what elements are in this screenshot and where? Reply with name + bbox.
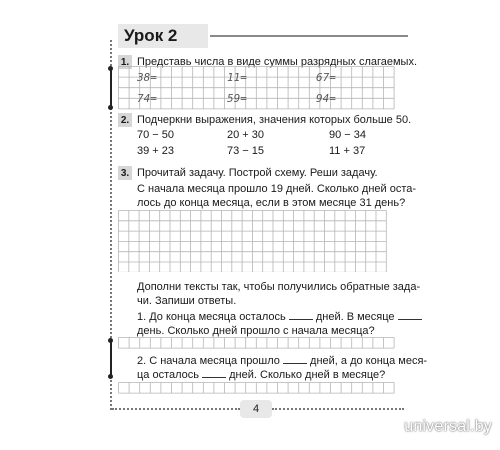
extra-problem-1-line-1 [137, 310, 422, 324]
task-3-number: 3. [118, 166, 132, 180]
extra-p2-part-a: 2. С начала месяца прошло [137, 355, 280, 367]
extra-p2-part-c: ца осталось [137, 369, 200, 381]
task-3-problem-line-2: лось до конца месяца, если в этом месяце 31 день? [137, 197, 406, 209]
task-1-item-11: 11= [227, 71, 247, 84]
extra-p2-blank-1[interactable] [283, 354, 307, 364]
expression-2: 20 + 30 [227, 129, 265, 141]
extra-p2-part-d: дней. Сколько дней в месяце? [229, 369, 386, 381]
task-1-number: 1. [118, 55, 132, 69]
task-1-bracket [110, 68, 112, 108]
lesson-title: Урок 2 [118, 24, 208, 48]
extra-p2-part-b: дней, а до конца меся- [310, 355, 428, 367]
expression-4: 39 + 23 [137, 145, 175, 157]
watermark: universal.by [404, 418, 492, 435]
task-1-grid [118, 66, 400, 110]
extra-line-2: чи. Запиши ответы. [137, 295, 237, 307]
extra-line-1: Дополни тексты так, чтобы получились обратные зада- [137, 281, 421, 293]
task-1-item-38: 38= [137, 71, 157, 84]
task-1-item-67: 67= [316, 71, 336, 84]
extra-p1-blank-1[interactable] [289, 310, 313, 320]
task-1-item-59: 59= [227, 92, 247, 105]
task-1-text: Представь числа в виде суммы разрядных слагаемых. [137, 56, 418, 68]
extra-bracket [110, 340, 112, 377]
expression-5: 73 − 15 [227, 145, 265, 157]
title-rule [210, 35, 408, 37]
extra-p1-part-b: дней. В месяце [315, 311, 395, 323]
expression-3: 90 − 34 [329, 129, 367, 141]
bottom-dotted-rule-left [112, 408, 240, 410]
task-1-item-94: 94= [316, 92, 336, 105]
task-3-grid [118, 210, 400, 272]
task-1-bracket-dot-top [108, 66, 113, 71]
extra-grid-2 [118, 382, 400, 394]
extra-problem-2-line-2 [137, 368, 385, 382]
expression-6: 11 + 37 [329, 145, 366, 157]
expression-1: 70 − 50 [137, 129, 175, 141]
task-2-number: 2. [118, 113, 132, 127]
task-2-text: Подчеркни выражения, значения которых больше 50. [137, 114, 412, 126]
page-number: 4 [240, 400, 272, 418]
extra-p2-blank-2[interactable] [202, 368, 226, 378]
extra-bracket-dot-top [108, 338, 113, 343]
task-3-text: Прочитай задачу. Построй схему. Реши задачу. [137, 167, 378, 179]
extra-bracket-dot-bottom [108, 374, 113, 379]
extra-problem-2-line-1 [137, 354, 427, 368]
task-1-bracket-dot-bottom [108, 105, 113, 110]
task-3-problem-line-1: С начала месяца прошло 19 дней. Сколько дней оста- [137, 183, 417, 195]
extra-grid-1 [118, 337, 400, 349]
extra-p1-blank-2[interactable] [398, 310, 422, 320]
extra-p1-part-a: 1. До конца месяца осталось [137, 311, 286, 323]
task-1-item-74: 74= [137, 92, 157, 105]
extra-p1-part-c: день. Сколько дней прошло с начала месяца? [137, 325, 375, 337]
bottom-dotted-rule-right [272, 408, 404, 410]
